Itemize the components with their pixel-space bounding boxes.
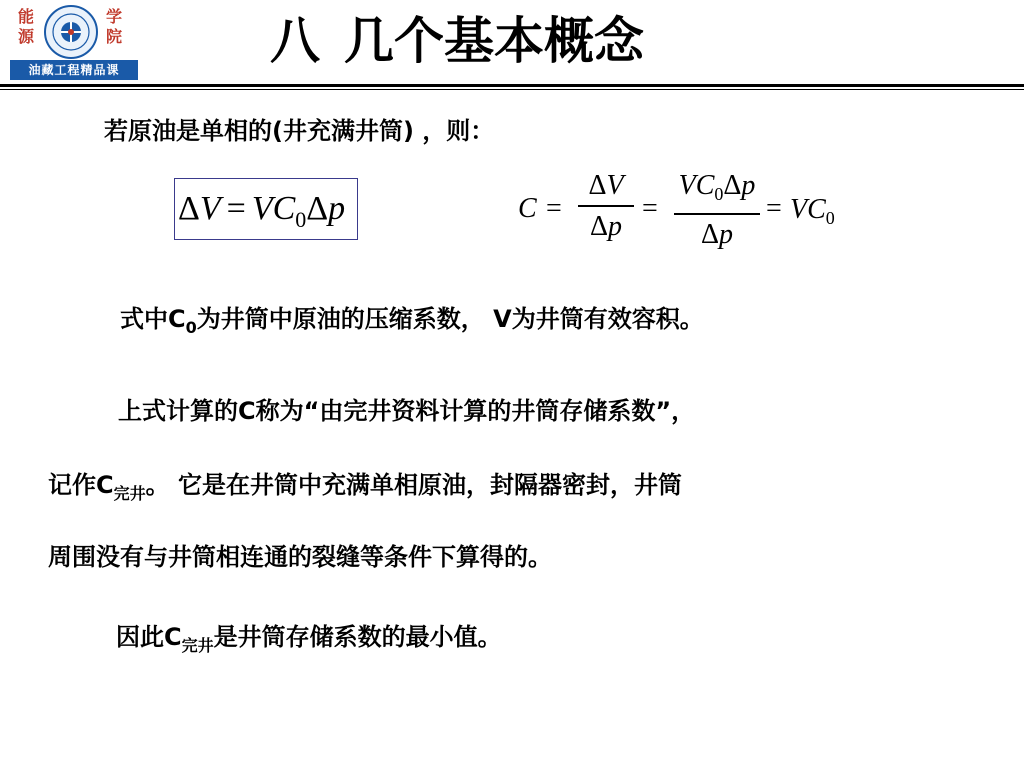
header-divider [0,84,1024,87]
header-divider-thin [0,89,1024,90]
para-conclusion: 因此$C_{完井}$是井筒存储系数的最小值。 [116,623,502,655]
formula-storage-coefficient: C = ΔV Δp = $VC_0\Delta p$ Δp = $VC_0$ [518,170,835,250]
page-title [270,6,644,76]
logo-char: 能 [18,7,35,26]
fraction-1: ΔV Δp [578,168,634,244]
formula-volume-change: $\Delta V = VC_0\Delta p$ [178,190,346,232]
para-storage-line1: 上式计算的C称为“由完井资料计算的井筒存储系数”， [118,397,696,425]
logo-char: 源 [18,27,35,46]
fraction-2: $VC_0\Delta p$ Δp [674,168,760,252]
title-number: 八 [270,12,320,70]
para-storage-line3: 周围没有与井筒相连通的裂缝等条件下算得的。 [48,543,552,571]
title-text: 几个基本概念 [344,12,644,70]
course-logo [8,2,136,80]
logo-char: 学 [106,7,123,26]
logo-char: 院 [106,27,123,46]
university-seal-icon [42,4,100,60]
para-storage-line2: 记作$C_{完井}$。 它是在井筒中充满单相原油，封隔器密封，井筒 [48,471,682,503]
logo-banner: 油藏工程精品课 [10,60,138,80]
para-c0-definition: 式中$C_0$为井筒中原油的压缩系数， V为井筒有效容积。 [120,305,704,337]
intro-text: 若原油是单相的(井充满井筒) ，则： [104,117,495,145]
